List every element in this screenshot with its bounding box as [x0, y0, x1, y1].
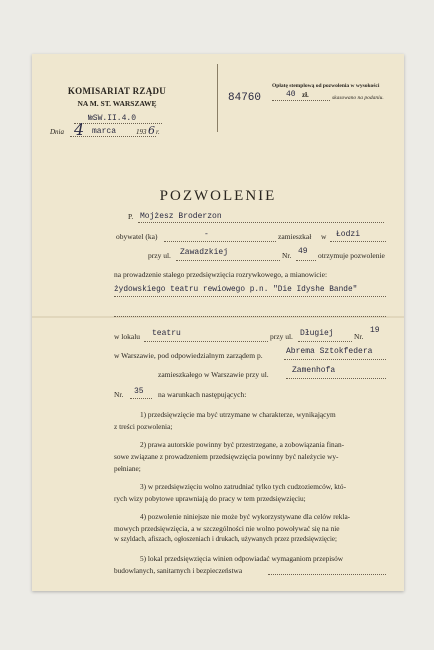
condition-3-line-2: rych wizy pobytowe uprawniają do pracy w tem przedsięwzięciu;: [114, 494, 306, 503]
venue-street-prefix: przy ul.: [270, 332, 293, 341]
date-prefix: Dnia: [50, 128, 64, 136]
office-name: KOMISARIAT RZĄDU: [67, 86, 167, 96]
document-title: POZWOLENIE: [159, 188, 277, 204]
street: Zawadzkiej: [180, 248, 229, 257]
condition-2-line-2: sowe związane z prowadzeniem przedsięwzięcia powinny być należycie wy-: [114, 452, 339, 461]
venue-street: Długiej: [300, 329, 334, 338]
street-no: 49: [298, 247, 308, 256]
date-year: 193: [136, 128, 147, 136]
conditions-intro: na warunkach następujących:: [158, 390, 247, 399]
citizen-label: obywatel (ka): [116, 232, 158, 241]
condition-3-line-1: 3) w przedsięwzięciu wolno zatrudniać tylko tych cudzoziemców, któ-: [140, 482, 346, 491]
condition-5-line-2: budowlanych, sanitarnych i bezpieczeństwa: [114, 566, 243, 575]
manager-residing-text: zamieszkałego w Warszawie przy ul.: [158, 370, 269, 379]
date-suffix: r.: [156, 128, 160, 136]
document-sheet: KOMISARIAT RZĄDU NA M. ST. WARSZAWĘ №SW.II.4.0 Dnia 4 marca 193 6 r. 84760 Opłatę stemplową od pozwolenia w wysokości 40 zł. skasowano na podaniu. POZWOLENIE P. Mojżesz Broderzon obywatel (ka) - zamieszkał w Łodzi przy ul. Zawadzkiej Nr. 49 otrzymuje pozwolenie na prowadzenie stałego przedsięwzięcia rozrywkowego, a mianowicie: żydowskiego teatru rewiowego p.n. "Die Idyshe Bande" w lokalu teatru przy ul. Długiej Nr. 19 w Warszawie, pod odpowiedzialnym zarządem p. Abrema Sztokfedera zamieszkałego w Warszawie przy ul. Zamenhofa Nr. 35 na warunkach następujących: 1) przedsięwzięcie ma być utrzymane w charakterze, wynikającym z treści pozwolenia; 2) prawa autorskie powinny być przestrzegane, a zobowiązania finan- sowe związane z prowadzeniem przedsięwzięcia powinny być należycie wy- pełniane; 3) w przedsięwzięciu wolno zatrudniać tylko tych cudzoziemców, któ- rych wizy pobytowe uprawniają do pracy w tem przedsięwzięciu; 4) pozwolenie niniejsze nie może być wykorzystywane dla celów rekla- mowych przedsięwzięcia, a w szczególności nie wolno powoływać się na nie w szyldach, afiszach, ogłoszeniach i drukach, używanych przez przedsięwzięcie; 5) lokal przedsięwzięcia winien odpowiadać wymaganiom przepisów budowlanych, sanitarnych i bezpieczeństwa: [32, 54, 404, 591]
venue-no-label: Nr.: [354, 332, 364, 341]
venue-no: 19: [370, 326, 380, 335]
street-no-label: Nr.: [282, 251, 292, 260]
manager-no: 35: [134, 387, 144, 396]
condition-1-line-2: z treści pozwolenia;: [114, 422, 173, 431]
reference-number: №SW.II.4.0: [88, 114, 137, 123]
city: Łodzi: [336, 230, 361, 239]
condition-2-line-1: 2) prawa autorskie powinny być przestrzegane, a zobowiązania finan-: [140, 440, 345, 449]
venue: teatru: [152, 329, 181, 338]
condition-4-line-2: mowych przedsięwzięcia, a w szczególności nie wolno powoływać się na nie: [114, 524, 340, 533]
fee-unit: zł.: [302, 91, 309, 99]
enterprise-name: żydowskiego teatru rewiowego p.n. "Die Idyshe Bande": [114, 286, 358, 294]
condition-4-line-1: 4) pozwolenie niniejsze nie może być wykorzystywane dla celów rekla-: [140, 512, 351, 521]
fee-note: skasowano na podaniu.: [332, 95, 384, 101]
purpose-text: na prowadzenie stałego przedsięwzięcia rozrywkowego, a mianowicie:: [114, 270, 328, 279]
serial-number: 84760: [228, 92, 262, 104]
management-text: w Warszawie, pod odpowiedzialnym zarządem p.: [114, 351, 263, 360]
street-prefix: przy ul.: [148, 251, 171, 260]
fee-line: Opłatę stemplową od pozwolenia w wysokości: [272, 83, 380, 89]
venue-prefix: w lokalu: [114, 332, 141, 341]
recipient-prefix: P.: [128, 212, 134, 221]
date-month: marca: [92, 127, 117, 136]
residing-label: zamieszkał: [278, 232, 312, 241]
recipient-name: Mojżesz Broderzon: [140, 212, 222, 221]
header-divider: [217, 64, 218, 132]
residing-in: w: [321, 232, 327, 241]
condition-2-line-3: pełniane;: [114, 464, 141, 473]
office-subtitle: NA M. ST. WARSZAWĘ: [77, 99, 157, 108]
manager-name: Abrema Sztokfedera: [286, 347, 373, 356]
condition-4-line-3: w szyldach, afiszach, ogłoszeniach i drukach, używanych przez przedsięwzięcie;: [114, 536, 337, 543]
manager-street: Zamenhofa: [292, 366, 336, 375]
manager-no-label: Nr.: [114, 390, 124, 399]
condition-5-line-1: 5) lokal przedsięwzięcia winien odpowiadać wymaganiom przepisów: [140, 554, 344, 563]
receives-text: otrzymuje pozwolenie: [318, 251, 385, 260]
fee-amount: 40: [286, 90, 296, 99]
citizen-value: -: [204, 230, 209, 239]
date-day: 4: [74, 120, 85, 139]
condition-1-line-1: 1) przedsięwzięcie ma być utrzymane w charakterze, wynikającym: [140, 410, 336, 419]
